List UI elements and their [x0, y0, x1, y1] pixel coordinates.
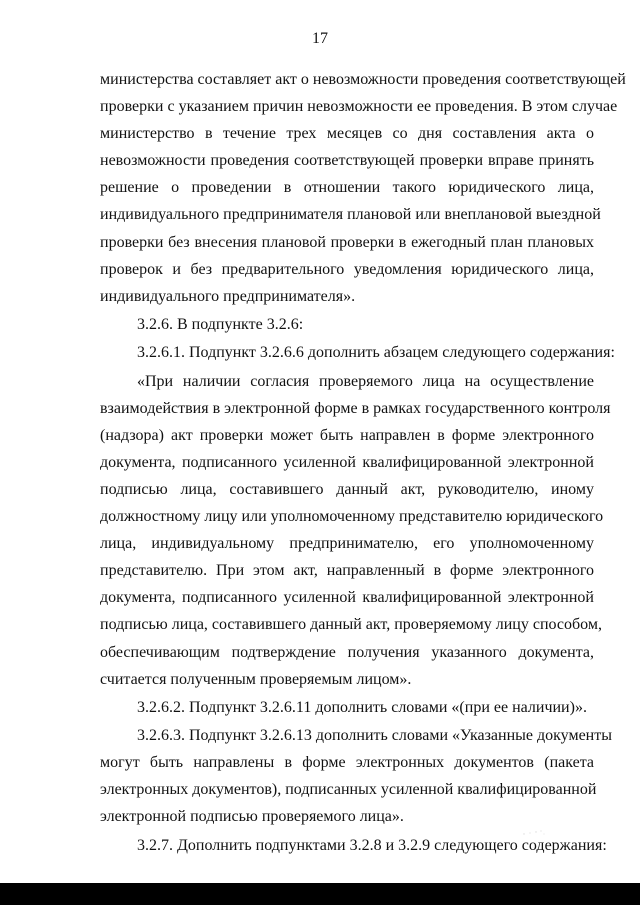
paragraph-3-2-7 — [100, 832, 607, 859]
paragraph-quote — [100, 368, 611, 693]
text-line: электронных документов), подписанных усиленной квалифицированной — [100, 781, 597, 799]
paragraph-continuation — [100, 66, 626, 310]
text-line: должностному лицу или уполномоченному представителю юридического — [100, 508, 604, 526]
text-line: индивидуального предпринимателя». — [100, 287, 356, 305]
text-line: решение о проведении в отношении такого юридического лица, — [100, 179, 594, 197]
text-line: проверки без внесения плановой проверки в ежегодный план плановых — [100, 233, 594, 251]
text-line: 3.2.7. Дополнить подпунктами 3.2.8 и 3.2.9 следующего содержания: — [137, 836, 607, 854]
text-line: подписью лица, составившего данный акт, проверяемому лицу способом, — [100, 616, 602, 634]
text-line: индивидуального предпринимателя плановой или внеплановой выездной — [100, 206, 601, 224]
text-line: могут быть направлены в форме электронных документов (пакета — [100, 754, 594, 772]
text-line: невозможности проведения соответствующей проверки вправе принять — [100, 152, 594, 170]
text-line: проверки с указанием причин невозможности ее проведения. В этом случае — [100, 98, 618, 116]
text-line: 3.2.6.2. Подпункт 3.2.6.11 дополнить словами «(при ее наличии)». — [137, 698, 587, 716]
text-line: министерство в течение трех месяцев со дня составления акта о — [100, 125, 594, 143]
text-line: проверок и без предварительного уведомления юридического лица, — [100, 260, 594, 278]
text-line: документа, подписанного усиленной квалифицированной электронной — [100, 453, 594, 471]
document-body — [100, 66, 626, 859]
text-line: электронной подписью проверяемого лица». — [100, 808, 404, 826]
text-line: 3.2.6.1. Подпункт 3.2.6.6 дополнить абзацем следующего содержания: — [137, 344, 615, 362]
text-line: документа, подписанного усиленной квалифицированной электронной — [100, 589, 594, 607]
paragraph-3-2-6 — [100, 311, 594, 338]
text-line: министерства составляет акт о невозможности проведения соответствующей — [100, 71, 626, 88]
text-line: считается полученным проверяемым лицом». — [100, 670, 412, 688]
scan-noise-mark — [522, 829, 546, 837]
text-line: взаимодействия в электронной форме в рамках государственного контроля — [100, 399, 611, 417]
text-line: подписью лица, составившего данный акт, руководителю, иному — [100, 480, 594, 498]
paragraph-3-2-6-1 — [100, 339, 615, 366]
text-line: (надзора) акт проверки может быть направлен в форме электронного — [100, 426, 594, 444]
text-line: 3.2.6.3. Подпункт 3.2.6.13 дополнить словами «Указанные документы — [137, 727, 612, 745]
scan-edge-bar — [0, 883, 640, 905]
text-line: представителю. При этом акт, направленный в форме электронного — [100, 562, 594, 580]
paragraph-3-2-6-3 — [100, 722, 612, 830]
text-line: «При наличии согласия проверяемого лица на осуществление — [137, 372, 594, 390]
text-line: лица, индивидуальному предпринимателю, его уполномоченному — [100, 535, 594, 553]
paragraph-3-2-6-2 — [100, 694, 594, 721]
page-number: 17 — [312, 30, 328, 47]
text-line: 3.2.6. В подпункте 3.2.6: — [137, 316, 304, 334]
text-line: обеспечивающим подтверждение получения указанного документа, — [100, 643, 594, 661]
